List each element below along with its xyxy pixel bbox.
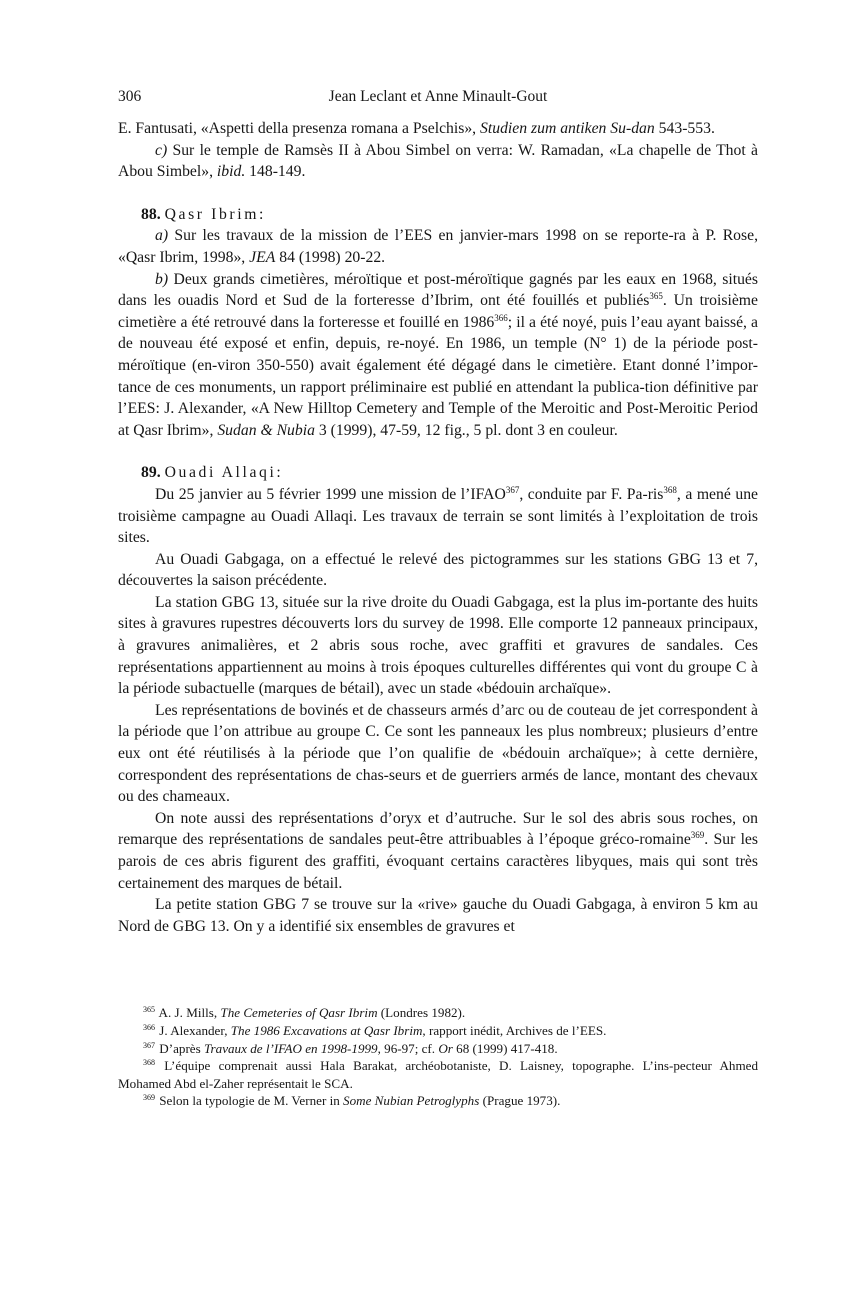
footnote-367: $^{367}$ D’après Travaux de l’IFAO en 1998-1999, 96-97; cf. Or 68 (1999) 417-418. (143, 1040, 558, 1056)
footnote-ref[interactable]: 365 (649, 291, 663, 302)
paragraph-89-2: Au Ouadi Gabgaga, on a effectué le relevé des pictogrammes sur les stations GBG 13 et 7, découvertes la saison précédente. (118, 550, 758, 590)
journal-title: Studien zum antiken Su-dan (480, 120, 655, 137)
paragraph-89-6: La petite station GBG 7 se trouve sur la «rive» gauche du Ouadi Gabgaga, à environ 5 km au Nord de GBG 13. On y a identifié six ensembles de gravures et (118, 896, 758, 935)
footnote-365: $^{365}$ A. J. Mills, The Cemeteries of Qasr Ibrim (Londres 1982). (143, 1005, 466, 1021)
body-text (118, 118, 758, 937)
footnote-ref[interactable]: 367 (505, 484, 520, 495)
running-title: Jean Leclant et Anne Minault-Gout (328, 88, 548, 105)
footnote-366: $^{366}$ J. Alexander, The 1986 Excavations at Qasr Ibrim, rapport inédit, Archives de l’EES. (143, 1022, 607, 1038)
paragraph-88a: a) Sur les travaux de la mission de l’EES en janvier-mars 1998 on se reporte-ra à P. Rose, «Qasr Ibrim, 1998», JEA 84 (1998) 20-22. (118, 227, 758, 266)
document-page (118, 88, 758, 1110)
footnote-369: $^{369}$ Selon la typologie de M. Verner in Some Nubian Petroglyphs (Prague 1973). (143, 1093, 561, 1109)
section-number: 89. (141, 464, 161, 482)
footnote-368: $^{368}$ L’équipe comprenait aussi Hala Barakat, archéobotaniste, D. Laisney, topographe. L’ins-pecteur Ahmed Mohamed Abd el-Zaher représentait le SCA. (118, 1058, 758, 1091)
section-number: 88. (141, 205, 161, 223)
paragraph-89-4: Les représentations de bovinés et de chasseurs armés d’arc ou de couteau de jet correspondent à la période que l’on attribue au groupe C. Ce sont les panneaux les plus nombreux; plusieurs d’entre eux ont été réutilisés à la période que l’on qualifie de «bédouin archaïque»; à cette dernière, correspondent des représentations de chas-seurs et de guerriers armés de lance, montant des chevaux ou des chameaux. (118, 701, 758, 806)
footnotes (118, 1004, 758, 1110)
footnote-ref[interactable]: 368 (663, 484, 677, 495)
paragraph-89-1: Du 25 janvier au 5 février 1999 une mission de l’IFAO$^{367}$, conduite par F. Pa-ris$^{368}$, a mené une troisième campagne au Ouadi Allaqi. Les travaux de terrain se sont limités à l’exploitation de trois sites. (118, 484, 758, 547)
paragraph-c: c) Sur le temple de Ramsès II à Abou Simbel on verra: W. Ramadan, «La chapelle de Thot à Abou Simbel», ibid. 148-149. (118, 141, 758, 181)
page-number: 306 (118, 88, 142, 105)
section-heading-88 (118, 204, 758, 226)
page-header (118, 88, 758, 118)
section-heading-89 (118, 462, 758, 484)
section-title: Ouadi Allaqi: (164, 464, 284, 482)
paragraph-89-3: La station GBG 13, située sur la rive droite du Ouadi Gabgaga, est la plus im-portante des huits sites à gravures rupestres découverts lors du survey de 1998. Elle comporte 12 panneaux principaux, à gravures animalières, et 2 abris sous roche, avec graffiti et gravures de sandales. Ces représentations appartiennent au moins à trois époques culturelles différentes qui vont du groupe C à la période subactuelle (marques de bétail), avec un stade «bédouin archaïque». (118, 593, 758, 698)
paragraph-88b: b) Deux grands cimetières, méroïtique et post-méroïtique gagnés par les eaux en 1968, situés dans les ouadis Nord et Sud de la forteresse d’Ibrim, ont été fouillés et publiés$^{365}$. Un troisième cimetière a été retrouvé dans la forteresse et fouillé en 1986$^{366}$; il a été noyé, puis l’eau ayant baissé, a de nouveau été exposé et enfin, depuis, re-noyé. En 1986, un temple (N° 1) de la période post-méroïtique (en-viron 350-550) avait également été dégagé dans le cimetière. Etant donné l’impor-tance de ces monuments, un rapport préliminaire est publié en attendant la publica-tion définitive par l’EES: J. Alexander, «A New Hilltop Cemetery and Temple of the Meroitic and Post-Meroitic Period at Qasr Ibrim», Sudan & Nubia 3 (1999), 47-59, 12 fig., 5 pl. dont 3 en couleur. (118, 270, 759, 439)
paragraph-89-5: On note aussi des représentations d’oryx et d’autruche. Sur le sol des abris sous roches, on remarque des représentations de sandales peut-être attribuables à l’époque gréco-romaine$^{369}$. Sur les parois de ces abris figurent des graffiti, évoquant certains caractères libyques, mais qui sont très certainement des marques de bétail. (118, 809, 758, 892)
footnote-ref[interactable]: 366 (494, 312, 508, 323)
section-title: Qasr Ibrim: (164, 205, 266, 223)
paragraph-continuation: E. Fantusati, «Aspetti della presenza romana a Pselchis», Studien zum antiken Su-dan 543-553. (118, 120, 715, 137)
footnote-ref[interactable]: 369 (690, 830, 705, 841)
